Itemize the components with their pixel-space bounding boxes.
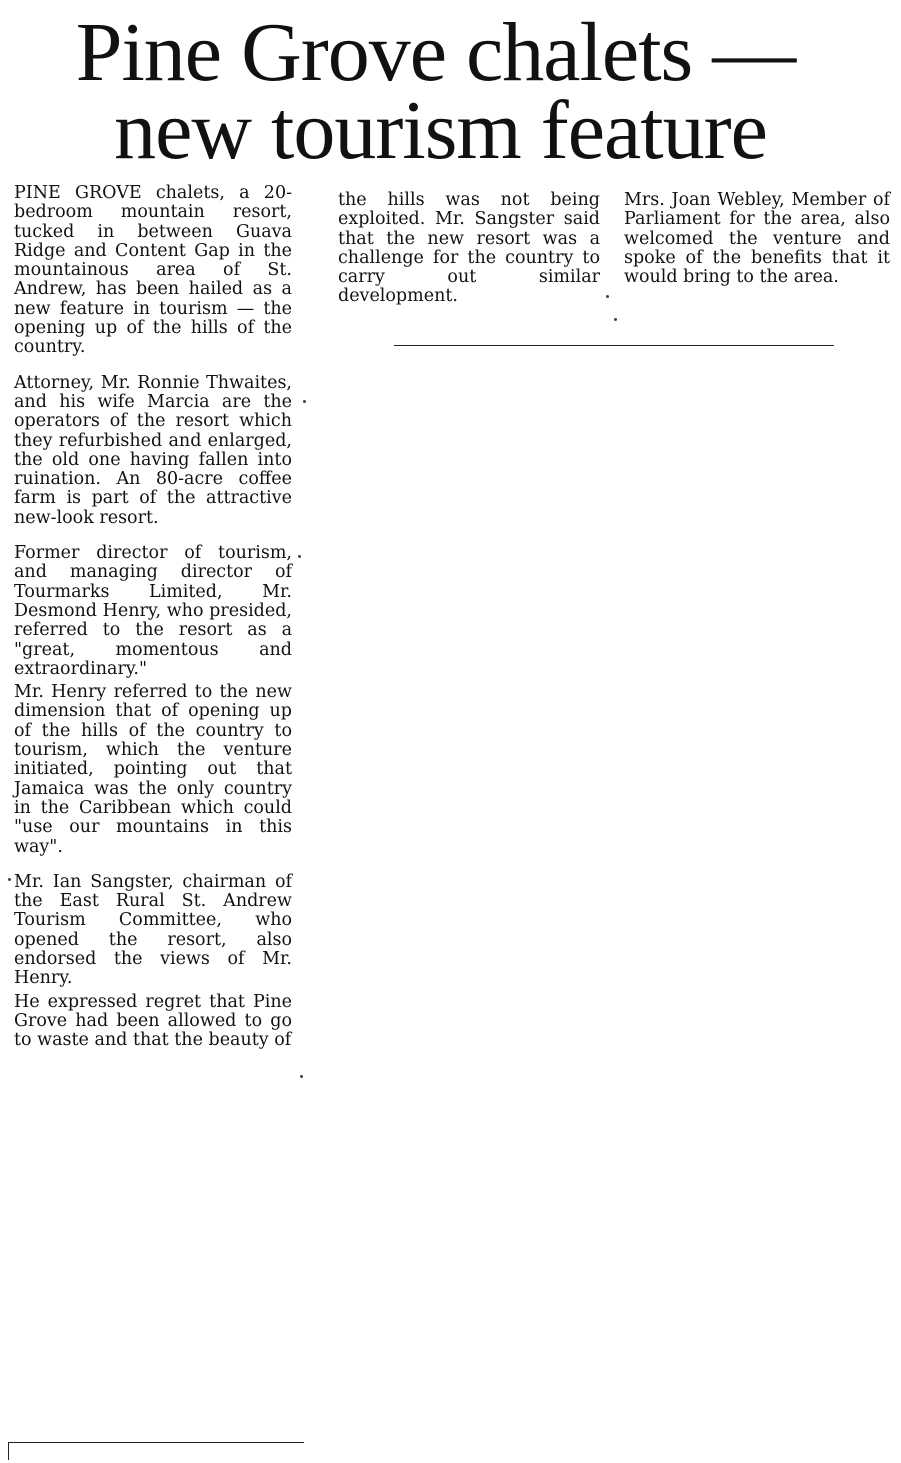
article-column-3 [624,191,890,303]
end-of-article-rule [394,345,834,346]
print-speck [606,295,609,298]
headline [0,0,901,177]
print-speck [298,555,301,558]
print-speck [614,318,617,321]
article-column-1 [14,184,292,1066]
paragraph-henry-presided: Former director of tourism, and managing director of Tourmarks Limited, Mr. Desmond Henry, who presided, referred to the resort as a "great, momentous and extraordinary." [14,543,292,679]
paragraph-hills-exploited: the hills was not being exploited. Mr. Sangster said that the new resort was a challenge for the country to carry out similar development. [338,190,600,307]
paragraph-sangster-regret: He expressed regret that Pine Grove had been allowed to go to waste and that the beauty of [14,991,292,1051]
print-speck [303,400,306,403]
headline-line-1: Pine Grove chalets — [75,6,796,99]
paragraph-operators: Attorney, Mr. Ronnie Thwaites, and his wife Marcia are the operators of the resort which they refurbished and enlarged, the old one having fallen into ruination. An 80-acre coffee farm is part of the attractive new-look resort. [14,372,292,528]
print-speck [8,878,11,881]
clipping-border-bottom [8,1442,304,1443]
paragraph-henry-dimension: Mr. Henry referred to the new dimension that of opening up of the hills of the country to tourism, which the venture initiated, pointing out that Jamaica was the only country in the Caribbean which could "use our mountains in this way". [14,682,292,857]
print-speck [300,1075,303,1078]
paragraph-intro: PINE GROVE chalets, a 20-bedroom mountain resort, tucked in between Guava Ridge and Content Gap in the mountainous area of St. Andrew, has been hailed as a new feature in tourism — the opening up of the hills of the country. [14,183,292,358]
headline-line-2: new tourism feature [114,84,767,177]
clipping-border-corner [8,1442,9,1460]
paragraph-webley: Mrs. Joan Webley, Member of Parliament for the area, also welcomed the venture and spoke of the benefits that it would bring to the area. [624,190,890,288]
paragraph-sangster-opened: Mr. Ian Sangster, chairman of the East Rural St. Andrew Tourism Committee, who opened the resort, also endorsed the views of Mr. Henry. [14,871,292,989]
article-column-2 [338,191,600,323]
